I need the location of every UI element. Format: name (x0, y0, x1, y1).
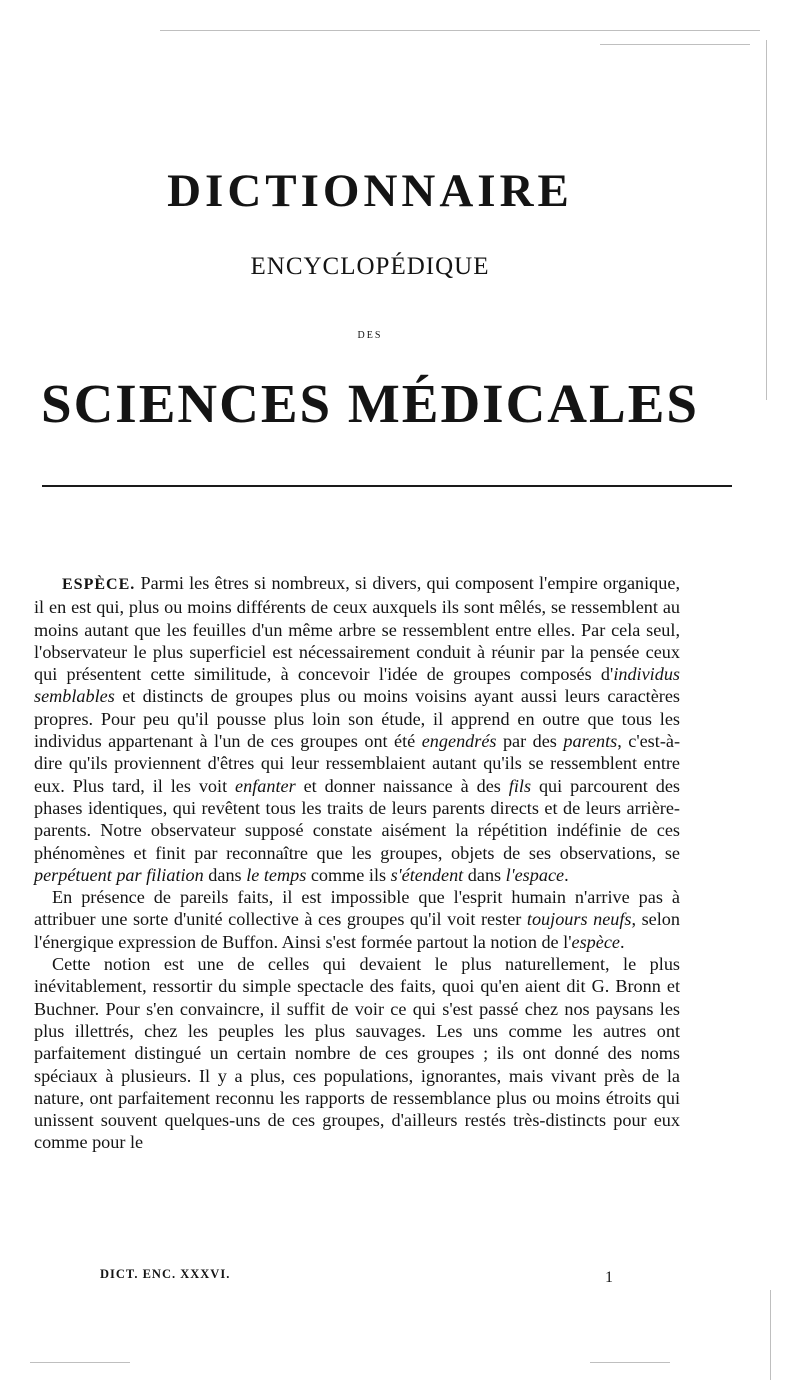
article-body (34, 572, 680, 1154)
text-run: et distincts de groupes plus ou moins voisins ayant aussi leurs caractères propres. Pour peu qu'il pousse plus loin son étude, il apprend en outre que tous les individus appartenant à l'un de ces groupes ont été (34, 686, 680, 752)
text-run: qui parcourent des phases identiques, qui revêtent tous les traits de leurs parents directs et de leurs arrière-parents. Notre observateur supposé constate aisément la répétition indéfinie de ces phénomènes et finit par reconnaître que les groupes, objets de ses observations, se (34, 775, 681, 863)
header-rule (42, 485, 732, 487)
page-footer (100, 1267, 620, 1286)
text-run: En présence de pareils faits, il est impossible que l'esprit humain n'arrive pas à attribuer une sorte d'unité collective à ces groupes qu'il voit rester (34, 887, 680, 930)
emphasized-term: s'étendent (390, 864, 464, 885)
title-connector: DES (357, 330, 383, 341)
article-paragraph (34, 572, 680, 886)
text-run: , c'est-à-dire qu'ils proviennent d'êtres qui leur ressemblaient autant qu'ils se ressemblent entre eux. Plus tard, il les voit (34, 731, 681, 796)
article-paragraph (34, 886, 680, 953)
emphasized-term: enfanter (235, 775, 296, 796)
dictionary-subtitle: ENCYCLOPÉDIQUE (250, 253, 490, 280)
text-run: par des (496, 731, 564, 752)
text-run: , selon l'énergique expression de Buffon. Ainsi s'est formée partout la notion de l' (34, 909, 680, 952)
scan-noise-top (160, 30, 760, 31)
entry-headword: ESPÈCE. (62, 576, 136, 593)
text-run: et donner naissance à des (295, 775, 509, 796)
emphasized-term: toujours neufs (526, 909, 632, 930)
emphasized-term: engendrés (421, 731, 497, 752)
scan-noise-top-2 (600, 44, 750, 45)
volume-signature: DICT. ENC. XXXVI. (100, 1267, 231, 1281)
text-run: dans (203, 864, 247, 885)
text-run: . (619, 931, 625, 952)
emphasized-term: espèce (571, 931, 620, 952)
article-paragraph (34, 953, 680, 1154)
text-run: dans (463, 864, 506, 885)
emphasized-term: l'espace (505, 864, 565, 885)
emphasized-term: individus semblables (34, 664, 680, 707)
emphasized-term: parents (563, 731, 618, 752)
emphasized-term: fils (508, 775, 532, 796)
text-run: Parmi les êtres si nombreux, si divers, qui composent l'empire organique, il en est qui, plus ou moins différents de ceux auxquels ils sont mêlés, se ressemblent au moins autant que les feuilles d'un même arbre se ressemblent entre elles. Par cela seul, l'observateur le plus superficiel est nécessairement conduit à réunir par la pensée ceux qui présentent cette similitude, à concevoir l'idée de groupes composés d' (34, 573, 680, 685)
text-run: Cette notion est une de celles qui devaient le plus naturellement, le plus inévitablement, ressortir du simple spectacle des faits, quoi qu'en aient dit G. Bronn et Buchner. Pour s'en convaincre, il suffit de voir ce qui s'est passé chez nos paysans les plus illettrés, chez les peuples les plus sauvages. Les uns comme les autres ont parfaitement distingué un certain nombre de ces groupes ; ils ont donné des noms spéciaux à plusieurs. Il y a plus, ces populations, ignorantes, mais vivant près de la nature, ont parfaitement reconnu les rapports de ressemblance plus ou moins étroits qui unissent souvent quelques-uns de ces groupes, d'ailleurs restés très-distincts pour eux comme pour le (34, 954, 680, 1153)
text-run: comme ils (306, 864, 391, 885)
scan-noise-bottom-2 (590, 1362, 670, 1363)
scan-noise-right-edge (766, 40, 767, 400)
emphasized-term: le temps (246, 864, 307, 885)
dictionary-title: DICTIONNAIRE (167, 165, 573, 217)
scan-noise-bottom (30, 1362, 130, 1363)
dictionary-subject: SCIENCES MÉDICALES (41, 373, 699, 434)
page-number: 1 (605, 1269, 614, 1286)
emphasized-term: perpétuent par filiation (34, 864, 204, 885)
text-run: . (564, 864, 569, 885)
scan-noise-right-edge-2 (770, 1290, 771, 1380)
